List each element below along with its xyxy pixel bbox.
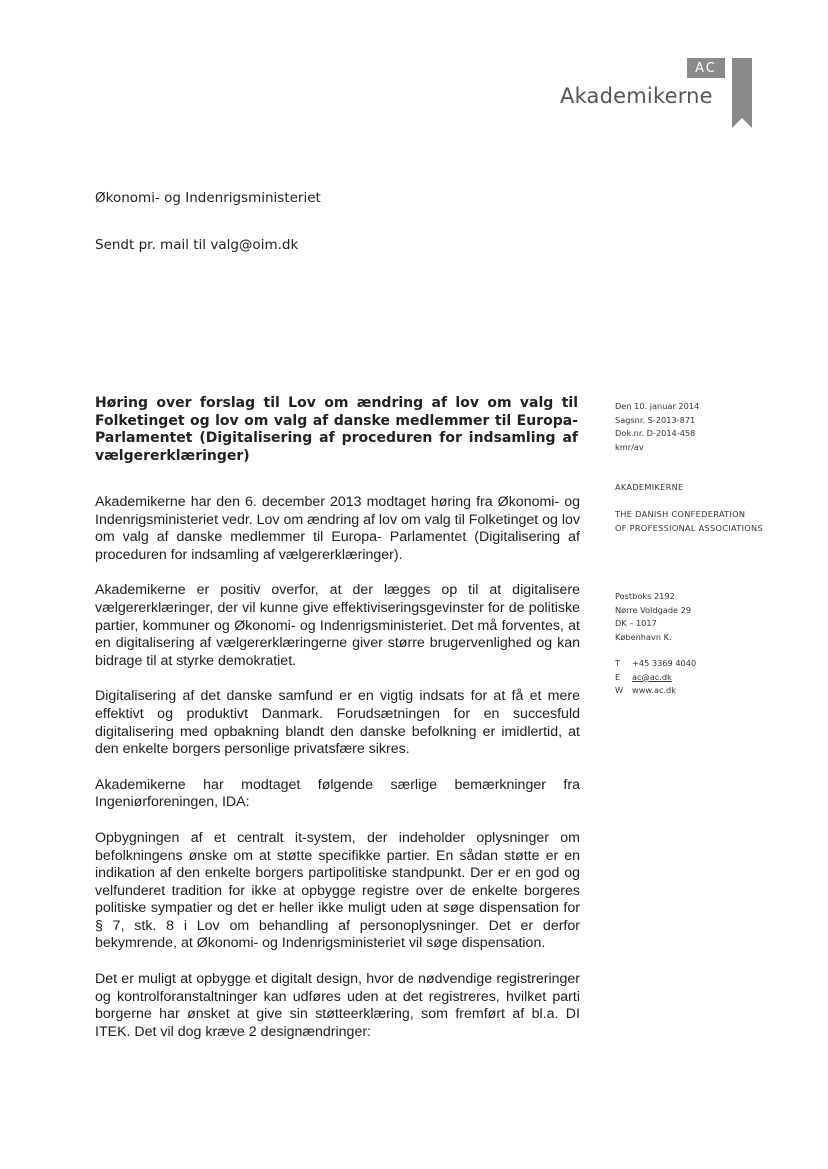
document-number: Dok.nr. D-2014-458 xyxy=(615,428,696,438)
logo-wordmark: Akademikerne xyxy=(560,84,713,108)
recipient-ministry: Økonomi- og Indenrigsministeriet xyxy=(95,190,321,206)
email-link[interactable]: ac@ac.dk xyxy=(632,671,672,682)
body-paragraph-1: Akademikerne har den 6. december 2013 modtaget høring fra Økonomi- og Indenrigsministeriet vedr. Lov om ændring af lov om valg til Folketinget og lov om valg af danske medlemmer til Europa- Parlamentet (Digitalisering af proceduren for indsamling af vælgererklæringer). xyxy=(95,494,580,563)
org-english-line-2: OF PROFESSIONAL ASSOCIATIONS xyxy=(615,522,763,533)
org-name: AKADEMIKERNE xyxy=(615,482,684,492)
reference-block xyxy=(615,400,699,454)
case-number: Sagsnr. S-2013-871 xyxy=(615,414,696,425)
web-label: W xyxy=(615,685,624,695)
letter-body xyxy=(95,494,580,1059)
address-line-1: Postboks 2192 xyxy=(615,591,675,601)
letter-title: Høring over forslag til Lov om ændring af lov om valg til Folketinget og lov om valg af danske medlemmer til Europa-Parlamentet (Digitalisering af proceduren for indsamling af vælgererklæringer) xyxy=(95,395,578,464)
akademikerne-logo xyxy=(560,58,760,130)
contact-email xyxy=(615,671,696,685)
contact-block xyxy=(615,657,696,698)
phone-label: T xyxy=(615,658,621,668)
address-line-4: København K. xyxy=(615,631,672,642)
body-paragraph-4: Akademikerne har modtaget følgende særlige bemærkninger fra Ingeniørforeningen, IDA: xyxy=(95,776,580,811)
contact-web xyxy=(615,684,696,698)
postal-address xyxy=(615,590,691,644)
body-paragraph-3: Digitalisering af det danske samfund er en vigtig indsats for at få et mere effektivt og produktivt Danmark. Forudsætningen for en succesfuld digitalisering med opbakning blandt den danske befolkning er imidlertid, at den enkelte borgers personlige privatsfære sikres. xyxy=(95,688,580,758)
logo-badge: AC xyxy=(687,58,725,78)
web-link[interactable]: www.ac.dk xyxy=(632,685,676,695)
letter-date: Den 10. januar 2014 xyxy=(615,401,700,411)
email-label: E xyxy=(615,671,621,682)
body-paragraph-5: Opbygningen af et centralt it-system, der indeholder oplysninger om befolkningens ønske om at støtte specifikke partier. En sådan støtte er en indikation af den enkelte borgers partipolitiske standpunkt. Der er en god og velfunderet tradition for ikke at opbygge registre over de enkelte borgeres politiske sympatier og det er heller ikke muligt uden at søge dispensation for § 7, stk. 8 i Lov om behandling af personoplysninger. Det er derfor bekymrende, at Økonomi- og Indenrigsministeriet vil søge dispensation. xyxy=(95,829,580,952)
body-paragraph-6: Det er muligt at opbygge et digitalt design, hvor de nødvendige registreringer og kontrolforanstaltninger kan udføres uden at det registreres, hvilket parti borgerne har ønsket at give sin støtteerklæring, som fremført af bl.a. DI ITEK. Det vil dog kræve 2 designændringer: xyxy=(95,971,580,1040)
logo-ribbon-icon xyxy=(732,58,752,128)
recipient-sent-line: Sendt pr. mail til valg@oim.dk xyxy=(95,237,299,253)
address-line-2: Nørre Voldgade 29 xyxy=(615,604,692,615)
org-english-line-1: THE DANISH CONFEDERATION xyxy=(615,509,746,519)
address-line-3: DK – 1017 xyxy=(615,618,657,628)
org-english-name xyxy=(615,508,763,535)
phone-value: +45 3369 4040 xyxy=(632,658,697,668)
body-paragraph-2: Akademikerne er positiv overfor, at der lægges op til at digitalisere vælgererklæringer, der vil kunne give effektiviseringsgevinster for de politiske partier, kommuner og Økonomi- og Indenrigsministeriet. Det må forventes, at en digitalisering af vælgererklæringerne giver større brugervenlighed og kan bidrage til at styrke demokratiet. xyxy=(95,582,580,669)
contact-phone xyxy=(615,657,696,671)
initials: kmr/av xyxy=(615,441,644,452)
